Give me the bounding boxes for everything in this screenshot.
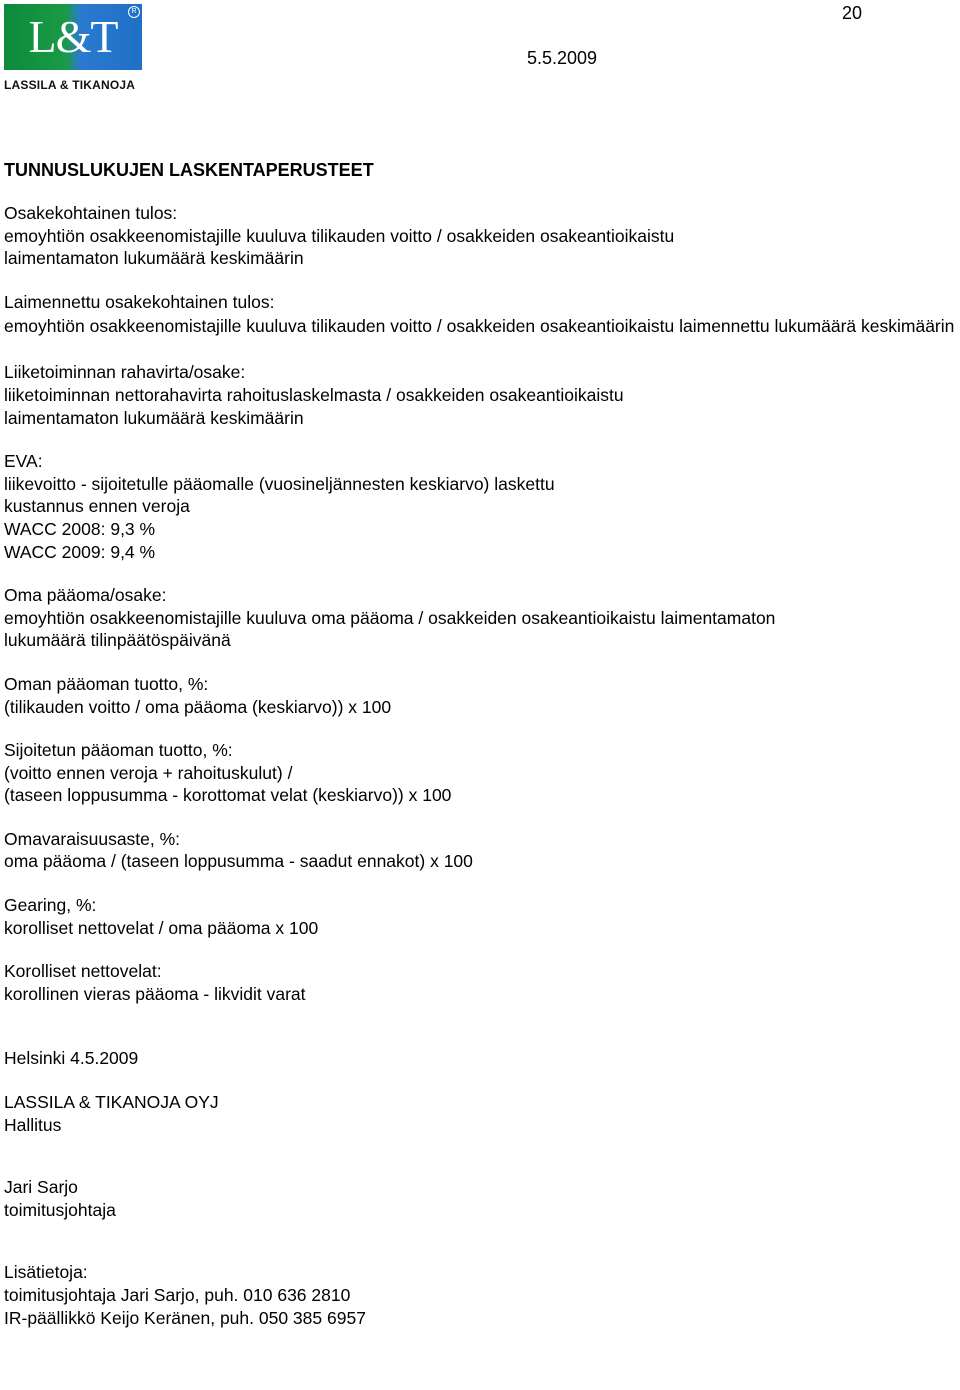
section-heading: Gearing, %:	[4, 895, 97, 916]
section-line: (tilikauden voitto / oma pääoma (keskiarvo)) x 100	[4, 696, 392, 717]
page-number: 20	[842, 3, 863, 23]
contact-line: IR-päällikkö Keijo Keränen, puh. 050 385 6957	[4, 1307, 366, 1328]
section-line: korollinen vieras pääoma - likvidit varat	[4, 983, 306, 1004]
section-line: liiketoiminnan nettorahavirta rahoituslaskelmasta / osakkeiden osakeantioikaistu	[4, 384, 624, 405]
page-title: TUNNUSLUKUJEN LASKENTAPERUSTEET	[4, 160, 374, 180]
section-line: laimentamaton lukumäärä keskimäärin	[4, 407, 304, 428]
section-line: oma pääoma / (taseen loppusumma - saadut ennakot) x 100	[4, 851, 473, 872]
logo-emblem	[4, 4, 142, 70]
section-line: (voitto ennen veroja + rahoituskulut) /	[4, 762, 293, 783]
section-line: (taseen loppusumma - korottomat velat (keskiarvo)) x 100	[4, 785, 452, 806]
section-eva	[4, 450, 956, 563]
section-line: kustannus ennen veroja	[4, 496, 190, 517]
section-heading: EVA:	[4, 451, 43, 472]
section-diluted-eps	[4, 291, 956, 341]
section-heading: Oman pääoman tuotto, %:	[4, 673, 209, 694]
section-line: emoyhtiön osakkeenomistajille kuuluva tilikauden voitto / osakkeiden osakeantioikaistu laimennettu lukumäärä keskimäärin	[4, 316, 955, 337]
section-equity-per-share	[4, 584, 956, 652]
contact-heading: Lisätietoja:	[4, 1262, 88, 1283]
signer-title: toimitusjohtaja	[4, 1199, 116, 1220]
contact-line: toimitusjohtaja Jari Sarjo, puh. 010 636 2810	[4, 1285, 351, 1305]
section-line: liikevoitto - sijoitetulle pääomalle (vuosineljännesten keskiarvo) laskettu	[4, 473, 555, 494]
closing-company	[4, 1091, 956, 1136]
section-heading: Liiketoiminnan rahavirta/osake:	[4, 362, 246, 383]
section-cashflow-per-share	[4, 361, 956, 429]
section-heading: Korolliset nettovelat:	[4, 961, 162, 982]
section-gearing	[4, 894, 956, 939]
section-line: emoyhtiön osakkeenomistajille kuuluva oma pääoma / osakkeiden osakeantioikaistu laimentamaton	[4, 607, 776, 628]
section-line: laimentamaton lukumäärä keskimäärin	[4, 248, 304, 269]
section-line: WACC 2008: 9,3 %	[4, 518, 156, 539]
closing-contacts	[4, 1261, 956, 1329]
logo-mark: L&T	[28, 11, 118, 62]
section-line: WACC 2009: 9,4 %	[4, 541, 156, 562]
section-roi	[4, 739, 956, 807]
section-line: korolliset nettovelat / oma pääoma x 100	[4, 917, 319, 938]
section-eps	[4, 202, 956, 270]
board-label: Hallitus	[4, 1114, 62, 1135]
section-heading: Omavaraisuusaste, %:	[4, 828, 181, 849]
registered-icon: R	[128, 6, 140, 18]
section-heading: Osakekohtainen tulos:	[4, 203, 178, 223]
closing-place-date	[4, 1047, 956, 1070]
company-name: LASSILA & TIKANOJA OYJ	[4, 1092, 219, 1113]
section-heading: Laimennettu osakekohtainen tulos:	[4, 291, 275, 312]
section-heading: Sijoitetun pääoman tuotto, %:	[4, 740, 233, 761]
section-net-debt	[4, 960, 956, 1005]
signer-name: Jari Sarjo	[4, 1177, 78, 1198]
document-date: 5.5.2009	[527, 48, 598, 68]
section-heading: Oma pääoma/osake:	[4, 585, 167, 606]
section-roe	[4, 673, 956, 718]
section-line: emoyhtiön osakkeenomistajille kuuluva tilikauden voitto / osakkeiden osakeantioikaistu	[4, 225, 675, 246]
document-body	[4, 158, 956, 1350]
place-date: Helsinki 4.5.2009	[4, 1048, 139, 1069]
section-equity-ratio	[4, 828, 956, 873]
company-logo	[4, 4, 144, 94]
closing-signer	[4, 1176, 956, 1221]
logo-company-name: LASSILA & TIKANOJA	[4, 78, 136, 92]
section-line: lukumäärä tilinpäätöspäivänä	[4, 630, 231, 651]
